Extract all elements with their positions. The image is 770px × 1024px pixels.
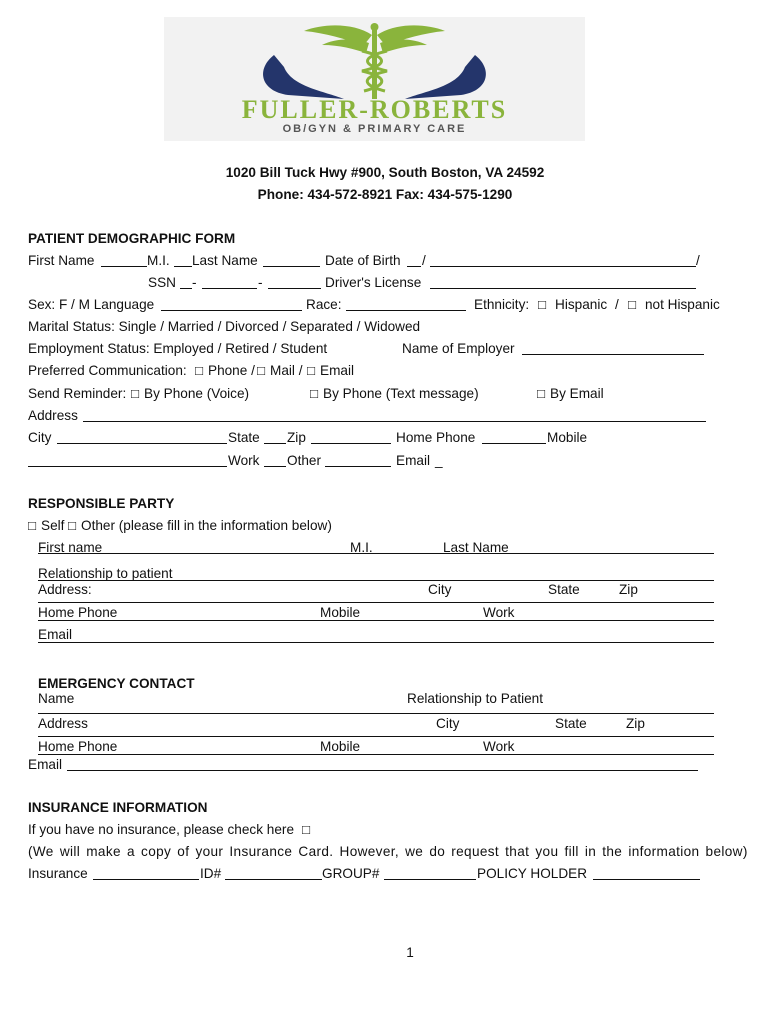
mobile-label: Mobile (547, 430, 588, 445)
last-name-label: Last Name (192, 253, 258, 268)
reminder-email-label: By Email (550, 386, 604, 401)
rp-email-label: Email (38, 627, 72, 642)
no-insurance-checkbox[interactable]: □ (302, 822, 311, 837)
policy-holder-label: POLICY HOLDER (477, 866, 588, 881)
id-field[interactable] (225, 879, 322, 880)
rp-work-label: Work (483, 605, 515, 620)
practice-logo (164, 17, 585, 141)
no-insurance-label: If you have no insurance, please check here (28, 822, 295, 837)
state-field[interactable] (264, 443, 286, 444)
rp-state-label: State (548, 582, 580, 597)
employer-label: Name of Employer (402, 341, 515, 356)
reminder-text-checkbox[interactable]: □ (310, 386, 319, 401)
employment-status: Employment Status: Employed / Retired / Student (28, 341, 328, 356)
ethnicity-label: Ethnicity: (474, 297, 530, 312)
group-label: GROUP# (322, 866, 380, 881)
comm-mail-label: Mail / (270, 363, 303, 378)
responsible-other-checkbox[interactable]: □ (68, 518, 77, 533)
email-field[interactable]: _ (435, 453, 443, 468)
ssn-separator-1: - (192, 275, 197, 290)
logo-name: FULLER-ROBERTS (241, 95, 508, 124)
section-title-responsible: RESPONSIBLE PARTY (28, 496, 175, 511)
ec-email-field[interactable] (67, 770, 698, 771)
insurance-copy-note: (We will make a copy of your Insurance Card. However, we do request that you fill in the information below) (28, 844, 748, 859)
reminder-voice-checkbox[interactable]: □ (131, 386, 140, 401)
rp-mobile-label: Mobile (320, 605, 361, 620)
rp-last-name-label: Last Name (443, 540, 509, 555)
mobile-field[interactable] (28, 466, 227, 467)
address-label: Address (28, 408, 78, 423)
reminder-email-checkbox[interactable]: □ (537, 386, 546, 401)
rp-address-line[interactable] (38, 602, 714, 603)
dob-month-field[interactable] (407, 266, 421, 267)
section-title-insurance: INSURANCE INFORMATION (28, 800, 208, 815)
ec-name-line[interactable] (38, 713, 714, 714)
comm-phone-label: Phone / (208, 363, 255, 378)
group-field[interactable] (384, 879, 476, 880)
home-phone-field[interactable] (482, 443, 546, 444)
rp-relationship-line[interactable] (38, 580, 714, 581)
comm-email-checkbox[interactable]: □ (307, 363, 316, 378)
ec-state-label: State (555, 716, 587, 731)
language-field[interactable] (161, 310, 302, 311)
rp-mi-label: M.I. (350, 540, 373, 555)
responsible-self-label: Self (41, 518, 65, 533)
dob-separator-1: / (422, 253, 426, 268)
practice-phone: Phone: 434-572-8921 Fax: 434-575-1290 (257, 187, 513, 202)
mi-label: M.I. (147, 253, 170, 268)
ethnicity-not-hispanic-label: not Hispanic (645, 297, 720, 312)
zip-label: Zip (287, 430, 306, 445)
rp-name-line[interactable] (38, 553, 714, 554)
dob-day-field[interactable] (430, 266, 696, 267)
city-field[interactable] (57, 443, 227, 444)
comm-phone-checkbox[interactable]: □ (195, 363, 204, 378)
ssn-separator-2: - (258, 275, 263, 290)
home-phone-label: Home Phone (396, 430, 476, 445)
page-number: 1 (406, 945, 414, 960)
email-label: Email (396, 453, 430, 468)
dob-separator-2: / (696, 253, 700, 268)
ethnicity-hispanic-label: Hispanic (555, 297, 608, 312)
ssn-part1-field[interactable] (180, 288, 192, 289)
ssn-part2-field[interactable] (202, 288, 257, 289)
reminder-voice-label: By Phone (Voice) (144, 386, 250, 401)
reminder-label: Send Reminder: (28, 386, 127, 401)
other-field[interactable] (325, 466, 391, 467)
ec-mobile-label: Mobile (320, 739, 361, 754)
race-field[interactable] (346, 310, 466, 311)
comm-mail-checkbox[interactable]: □ (257, 363, 266, 378)
rp-home-phone-label: Home Phone (38, 605, 118, 620)
ec-phone-line[interactable] (38, 754, 714, 755)
id-label: ID# (200, 866, 222, 881)
other-label: Other (287, 453, 321, 468)
zip-field[interactable] (311, 443, 391, 444)
employer-field[interactable] (522, 354, 704, 355)
ec-city-label: City (436, 716, 460, 731)
ec-email-label: Email (28, 757, 62, 772)
address-field[interactable] (83, 421, 706, 422)
policy-holder-field[interactable] (593, 879, 700, 880)
sex-language-label: Sex: F / M Language (28, 297, 155, 312)
ec-address-line[interactable] (38, 736, 714, 737)
first-name-field[interactable] (101, 266, 147, 267)
dob-label: Date of Birth (325, 253, 401, 268)
rp-address-label: Address: (38, 582, 92, 597)
city-label: City (28, 430, 52, 445)
first-name-label: First Name (28, 253, 95, 268)
ec-work-label: Work (483, 739, 515, 754)
mi-field[interactable] (174, 266, 192, 267)
ec-address-label: Address (38, 716, 88, 731)
ec-zip-label: Zip (626, 716, 645, 731)
communication-label: Preferred Communication: (28, 363, 187, 378)
rp-phone-line[interactable] (38, 620, 714, 621)
rp-first-name-label: First name (38, 540, 103, 555)
marital-status: Marital Status: Single / Married / Divorced / Separated / Widowed (28, 319, 421, 334)
work-field[interactable] (264, 466, 286, 467)
ec-home-phone-label: Home Phone (38, 739, 118, 754)
rp-zip-label: Zip (619, 582, 638, 597)
responsible-other-label: Other (please fill in the information below) (81, 518, 332, 533)
rp-city-label: City (428, 582, 452, 597)
ec-relationship-label: Relationship to Patient (407, 691, 544, 706)
work-label: Work (228, 453, 260, 468)
insurance-field[interactable] (93, 879, 199, 880)
last-name-field[interactable] (263, 266, 320, 267)
comm-email-label: Email (320, 363, 354, 378)
ssn-label: SSN (148, 275, 176, 290)
ethnicity-hispanic-checkbox[interactable]: □ (538, 297, 547, 312)
race-label: Race: (306, 297, 342, 312)
practice-address: 1020 Bill Tuck Hwy #900, South Boston, VA 24592 (225, 165, 545, 180)
rp-relationship-label: Relationship to patient (38, 566, 173, 581)
responsible-self-checkbox[interactable]: □ (28, 518, 37, 533)
ec-name-label: Name (38, 691, 75, 706)
section-title-demographic: PATIENT DEMOGRAPHIC FORM (28, 231, 236, 246)
insurance-label: Insurance (28, 866, 88, 881)
reminder-text-label: By Phone (Text message) (323, 386, 479, 401)
ethnicity-separator: / (615, 297, 619, 312)
section-title-emergency: EMERGENCY CONTACT (38, 676, 195, 691)
drivers-license-field[interactable] (430, 288, 696, 289)
rp-email-line[interactable] (38, 642, 714, 643)
ssn-part3-field[interactable] (268, 288, 321, 289)
logo-tagline: OB/GYN & PRIMARY CARE (282, 123, 467, 135)
ethnicity-not-hispanic-checkbox[interactable]: □ (628, 297, 637, 312)
state-label: State (228, 430, 260, 445)
drivers-license-label: Driver's License (325, 275, 422, 290)
